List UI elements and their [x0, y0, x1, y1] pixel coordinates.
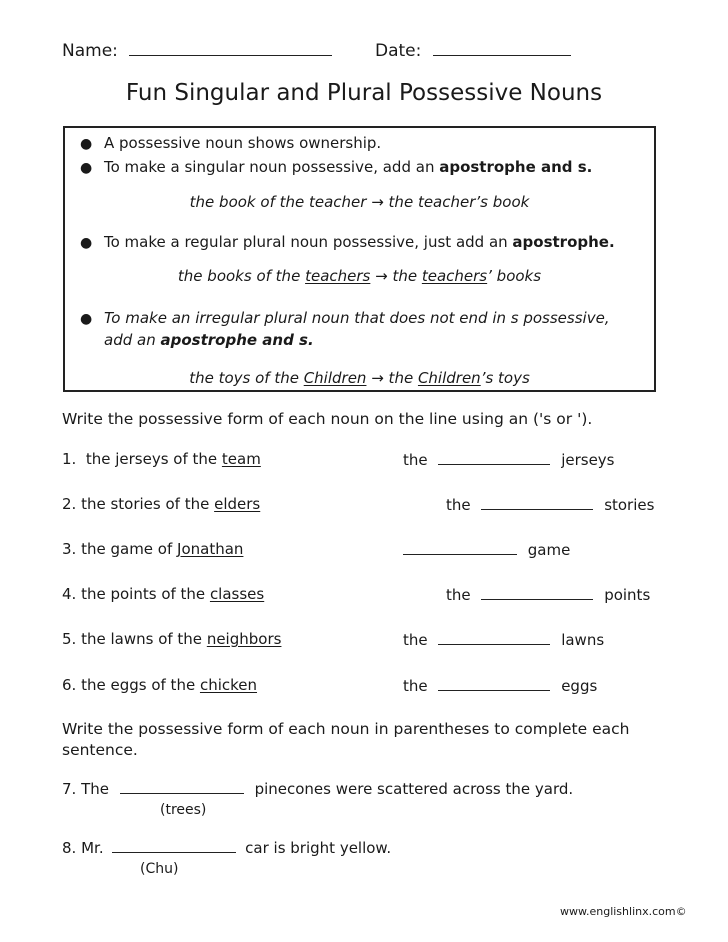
name-blank[interactable] — [129, 41, 332, 56]
answer-blank[interactable] — [481, 585, 593, 600]
example-text: ’ books — [487, 267, 542, 285]
date-field — [375, 41, 571, 61]
answer-5 — [403, 630, 604, 649]
question-noun: classes — [209, 585, 265, 603]
question-8 — [62, 838, 391, 857]
answer-prefix: the — [403, 451, 428, 469]
question-noun: chicken — [199, 676, 258, 694]
answer-suffix: eggs — [561, 677, 598, 695]
bullet-icon: ● — [80, 235, 93, 251]
question-6 — [62, 676, 257, 694]
rule-text: To make a regular plural noun possessive, just add an — [104, 233, 513, 251]
answer-blank[interactable] — [112, 838, 236, 853]
example-text: the books of the — [177, 267, 306, 285]
answer-blank[interactable] — [403, 540, 517, 555]
example-noun: Children — [417, 369, 481, 387]
question-text: the stories of the — [81, 495, 215, 513]
rule-example-1: the book of the teacher → the teacher’s book — [189, 193, 530, 211]
question-text: the jerseys of the — [85, 450, 222, 468]
question-noun: neighbors — [206, 630, 282, 648]
question-text: the eggs of the — [81, 676, 200, 694]
question-text: the lawns of the — [81, 630, 207, 648]
answer-6 — [403, 676, 597, 695]
rule-text: To make a singular noun possessive, add an — [104, 158, 440, 176]
rule-bullet-3 — [80, 233, 615, 251]
question-1 — [62, 450, 261, 468]
question-3 — [62, 540, 243, 558]
rule-example-2 — [63, 267, 656, 285]
question-noun: team — [221, 450, 261, 468]
answer-blank[interactable] — [481, 495, 593, 510]
rule-bullet-1 — [80, 134, 381, 152]
answer-suffix: points — [604, 586, 651, 604]
bullet-icon: ● — [80, 136, 93, 152]
answer-prefix: the — [446, 496, 471, 514]
example-noun: Children — [303, 369, 367, 387]
sentence-start: The — [81, 780, 109, 798]
answer-blank[interactable] — [438, 630, 550, 645]
question-5 — [62, 630, 281, 648]
example-text: the toys of the — [189, 369, 304, 387]
sentence-end: car is bright yellow. — [245, 839, 392, 857]
question-number: 4. — [62, 585, 77, 603]
bullet-icon: ● — [80, 311, 93, 327]
date-blank[interactable] — [433, 41, 571, 56]
date-label: Date: — [375, 41, 422, 61]
rule-emphasis: apostrophe. — [512, 233, 615, 251]
sentence-end: pinecones were scattered across the yard. — [254, 780, 574, 798]
answer-blank[interactable] — [438, 676, 550, 691]
answer-prefix: the — [446, 586, 471, 604]
question-number: 3. — [62, 540, 77, 558]
rule-emphasis: apostrophe and s. — [160, 331, 314, 349]
example-noun: teachers — [421, 267, 488, 285]
rule-emphasis: apostrophe and s. — [439, 158, 593, 176]
answer-4 — [446, 585, 650, 604]
example-noun: teachers — [305, 267, 371, 285]
name-field — [62, 41, 332, 61]
answer-blank[interactable] — [438, 450, 550, 465]
answer-1 — [403, 450, 615, 469]
name-label: Name: — [62, 41, 118, 61]
section1-instruction: Write the possessive form of each noun on the line using an ('s or '). — [62, 410, 593, 428]
question-number: 6. — [62, 676, 77, 694]
rule-text: To make an irregular plural noun that does not end in s possessive, — [104, 309, 610, 327]
footer-url: www.englishlinx.com© — [560, 905, 687, 918]
question-number: 5. — [62, 630, 77, 648]
rule-text: A possessive noun shows ownership. — [104, 134, 382, 152]
rule-bullet-4 — [80, 309, 610, 327]
question-number: 1. — [62, 450, 77, 468]
question-text: the game of — [81, 540, 178, 558]
answer-suffix: jerseys — [561, 451, 615, 469]
rule-example-3 — [63, 369, 656, 387]
answer-suffix: lawns — [561, 631, 605, 649]
answer-suffix: stories — [604, 496, 655, 514]
example-text: → the — [366, 369, 418, 387]
answer-prefix: the — [403, 631, 428, 649]
answer-blank[interactable] — [120, 779, 244, 794]
question-4 — [62, 585, 264, 603]
question-noun: elders — [214, 495, 261, 513]
answer-suffix: game — [527, 541, 571, 559]
question-noun: Jonathan — [177, 540, 244, 558]
question-number: 8. — [62, 839, 77, 857]
noun-hint: (trees) — [160, 802, 207, 818]
example-text: → the — [370, 267, 422, 285]
question-number: 7. — [62, 780, 77, 798]
rule-text: add an — [104, 331, 161, 349]
question-2 — [62, 495, 260, 513]
question-text: the points of the — [81, 585, 210, 603]
answer-prefix: the — [403, 677, 428, 695]
example-text: ’s toys — [480, 369, 530, 387]
bullet-icon: ● — [80, 160, 93, 176]
answer-3 — [403, 540, 570, 559]
sentence-start: Mr. — [81, 839, 104, 857]
page-title: Fun Singular and Plural Possessive Nouns — [125, 80, 603, 106]
answer-2 — [446, 495, 654, 514]
question-number: 2. — [62, 495, 77, 513]
noun-hint: (Chu) — [140, 861, 179, 877]
section2-instruction: Write the possessive form of each noun in parentheses to complete each — [62, 720, 630, 738]
question-7 — [62, 779, 573, 798]
rule-bullet-2 — [80, 158, 592, 176]
section2-instruction-cont: sentence. — [62, 741, 138, 759]
rule-bullet-4-cont — [104, 331, 314, 349]
